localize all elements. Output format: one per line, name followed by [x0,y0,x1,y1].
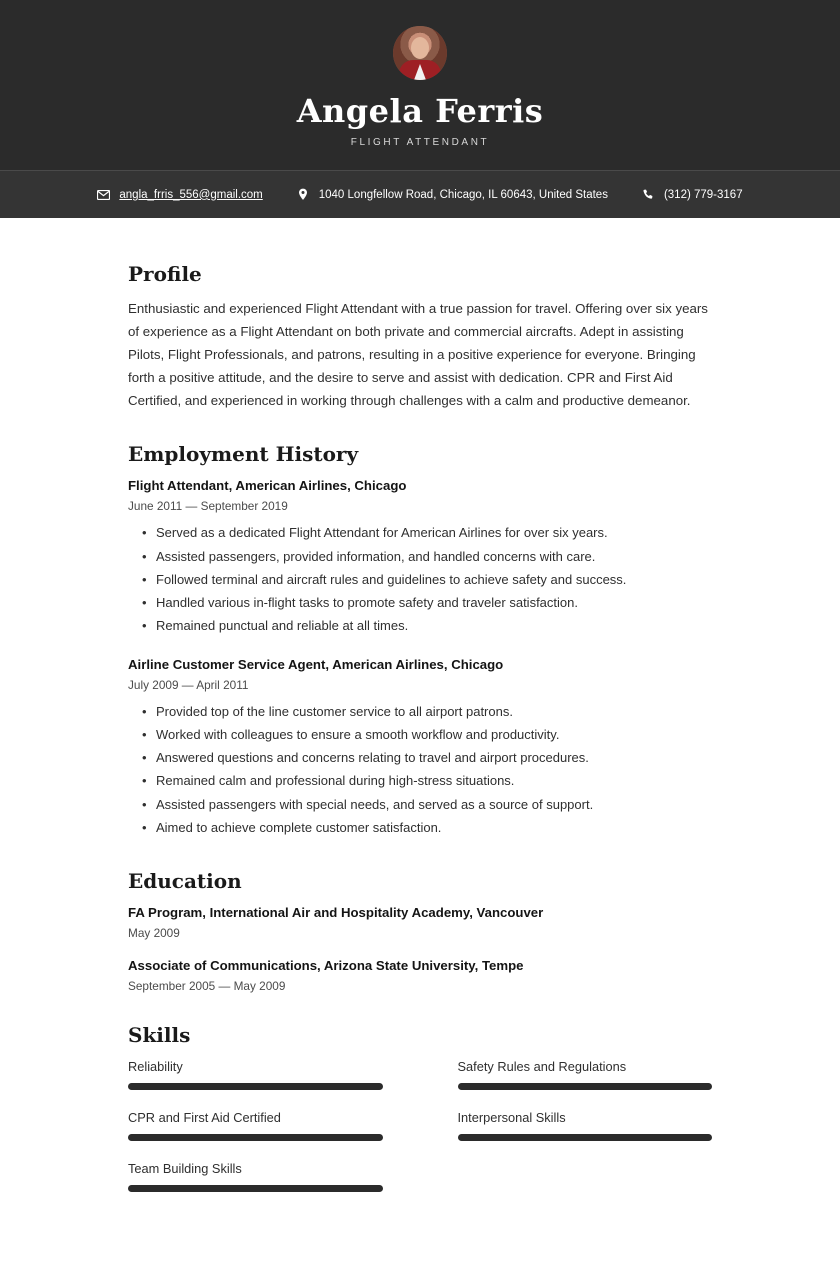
list-item: • Provided top of the line customer service to all airport patrons. [128,700,712,723]
contact-bar [0,170,840,218]
education-entry-heading: Associate of Communications, Arizona State University, Tempe [128,957,524,973]
education-entry-date: May 2009 [128,925,180,940]
list-item: • Handled various in-flight tasks to promote safety and traveler satisfaction. [128,591,712,614]
list-item: • Followed terminal and aircraft rules and guidelines to achieve safety and success. [128,568,712,591]
contact-phone [642,188,743,201]
list-item: • Assisted passengers, provided information, and handled concerns with care. [128,545,712,568]
address-text: 1040 Longfellow Road, Chicago, IL 60643, United States [318,188,608,201]
education-entry-date: September 2005 — May 2009 [128,978,286,993]
employment-heading: Employment History [128,442,359,467]
education-entry [128,958,712,993]
contact-email[interactable] [97,188,262,201]
skill-label: CPR and First Aid Certified [128,1109,281,1125]
section-education [128,869,712,993]
education-entry-heading: FA Program, International Air and Hospitality Academy, Vancouver [128,904,544,920]
skill-label: Reliability [128,1058,183,1074]
job-bullets [128,521,712,637]
skill-level-bar [458,1083,713,1090]
profile-text: Enthusiastic and experienced Flight Attendant with a true passion for travel. Offering over six years of experience as a Flight Attendant on both private and commercial aircrafts. Adept in assisting Pilots, Flight Professionals, and patrons, resulting in a positive experience for everyone. Bringing forth a positive attitude, and the desire to serve and assist with dedication. CPR and First Aid Certified, and experienced in working through challenges with a calm and productive demeanor. [128,301,708,408]
job-title: FLIGHT ATTENDANT [350,137,490,149]
skill-item [128,1161,383,1192]
phone-text: (312) 779-3167 [663,188,743,201]
list-item: • Remained calm and professional during high-stress situations. [128,769,712,792]
list-item: • Answered questions and concerns relating to travel and airport procedures. [128,746,712,769]
avatar-face [411,37,429,59]
job-bullets [128,700,712,839]
resume-header [0,0,840,170]
list-item: • Aimed to achieve complete customer satisfaction. [128,816,712,839]
page-title: Angela Ferris [296,92,544,130]
skill-item [128,1059,383,1090]
education-entry [128,905,712,940]
section-profile [128,262,712,412]
list-item: • Assisted passengers with special needs, and served as a source of support. [128,793,712,816]
phone-icon [642,188,655,201]
list-item: • Served as a dedicated Flight Attendant for American Airlines for over six years. [128,521,712,544]
avatar [393,26,447,80]
education-heading: Education [128,868,242,893]
skills-grid [128,1059,712,1198]
section-skills [128,1023,712,1198]
skill-label: Safety Rules and Regulations [457,1058,627,1074]
skill-label: Team Building Skills [128,1160,242,1176]
skill-item [128,1110,383,1141]
resume-body [0,218,840,1288]
list-item: • Worked with colleagues to ensure a smooth workflow and productivity. [128,723,712,746]
skill-level-bar [128,1134,383,1141]
job-date: July 2009 — April 2011 [128,678,249,693]
skill-item [458,1059,713,1090]
list-item: • Remained punctual and reliable at all times. [128,614,712,637]
skill-label: Interpersonal Skills [457,1109,566,1125]
employment-entry [128,657,712,839]
employment-entry [128,478,712,637]
job-heading: Airline Customer Service Agent, American Airlines, Chicago [128,657,504,673]
job-date: June 2011 — September 2019 [128,499,288,514]
skill-level-bar [458,1134,713,1141]
profile-heading: Profile [128,262,202,287]
contact-address [297,188,608,201]
location-pin-icon [297,188,310,201]
job-heading: Flight Attendant, American Airlines, Chicago [128,478,407,494]
skill-level-bar [128,1083,383,1090]
email-link[interactable]: angla_frris_556@gmail.com [119,188,263,201]
envelope-icon [97,188,110,201]
skills-heading: Skills [128,1022,191,1047]
skill-item [458,1110,713,1141]
skill-level-bar [128,1185,383,1192]
section-employment [128,442,712,838]
